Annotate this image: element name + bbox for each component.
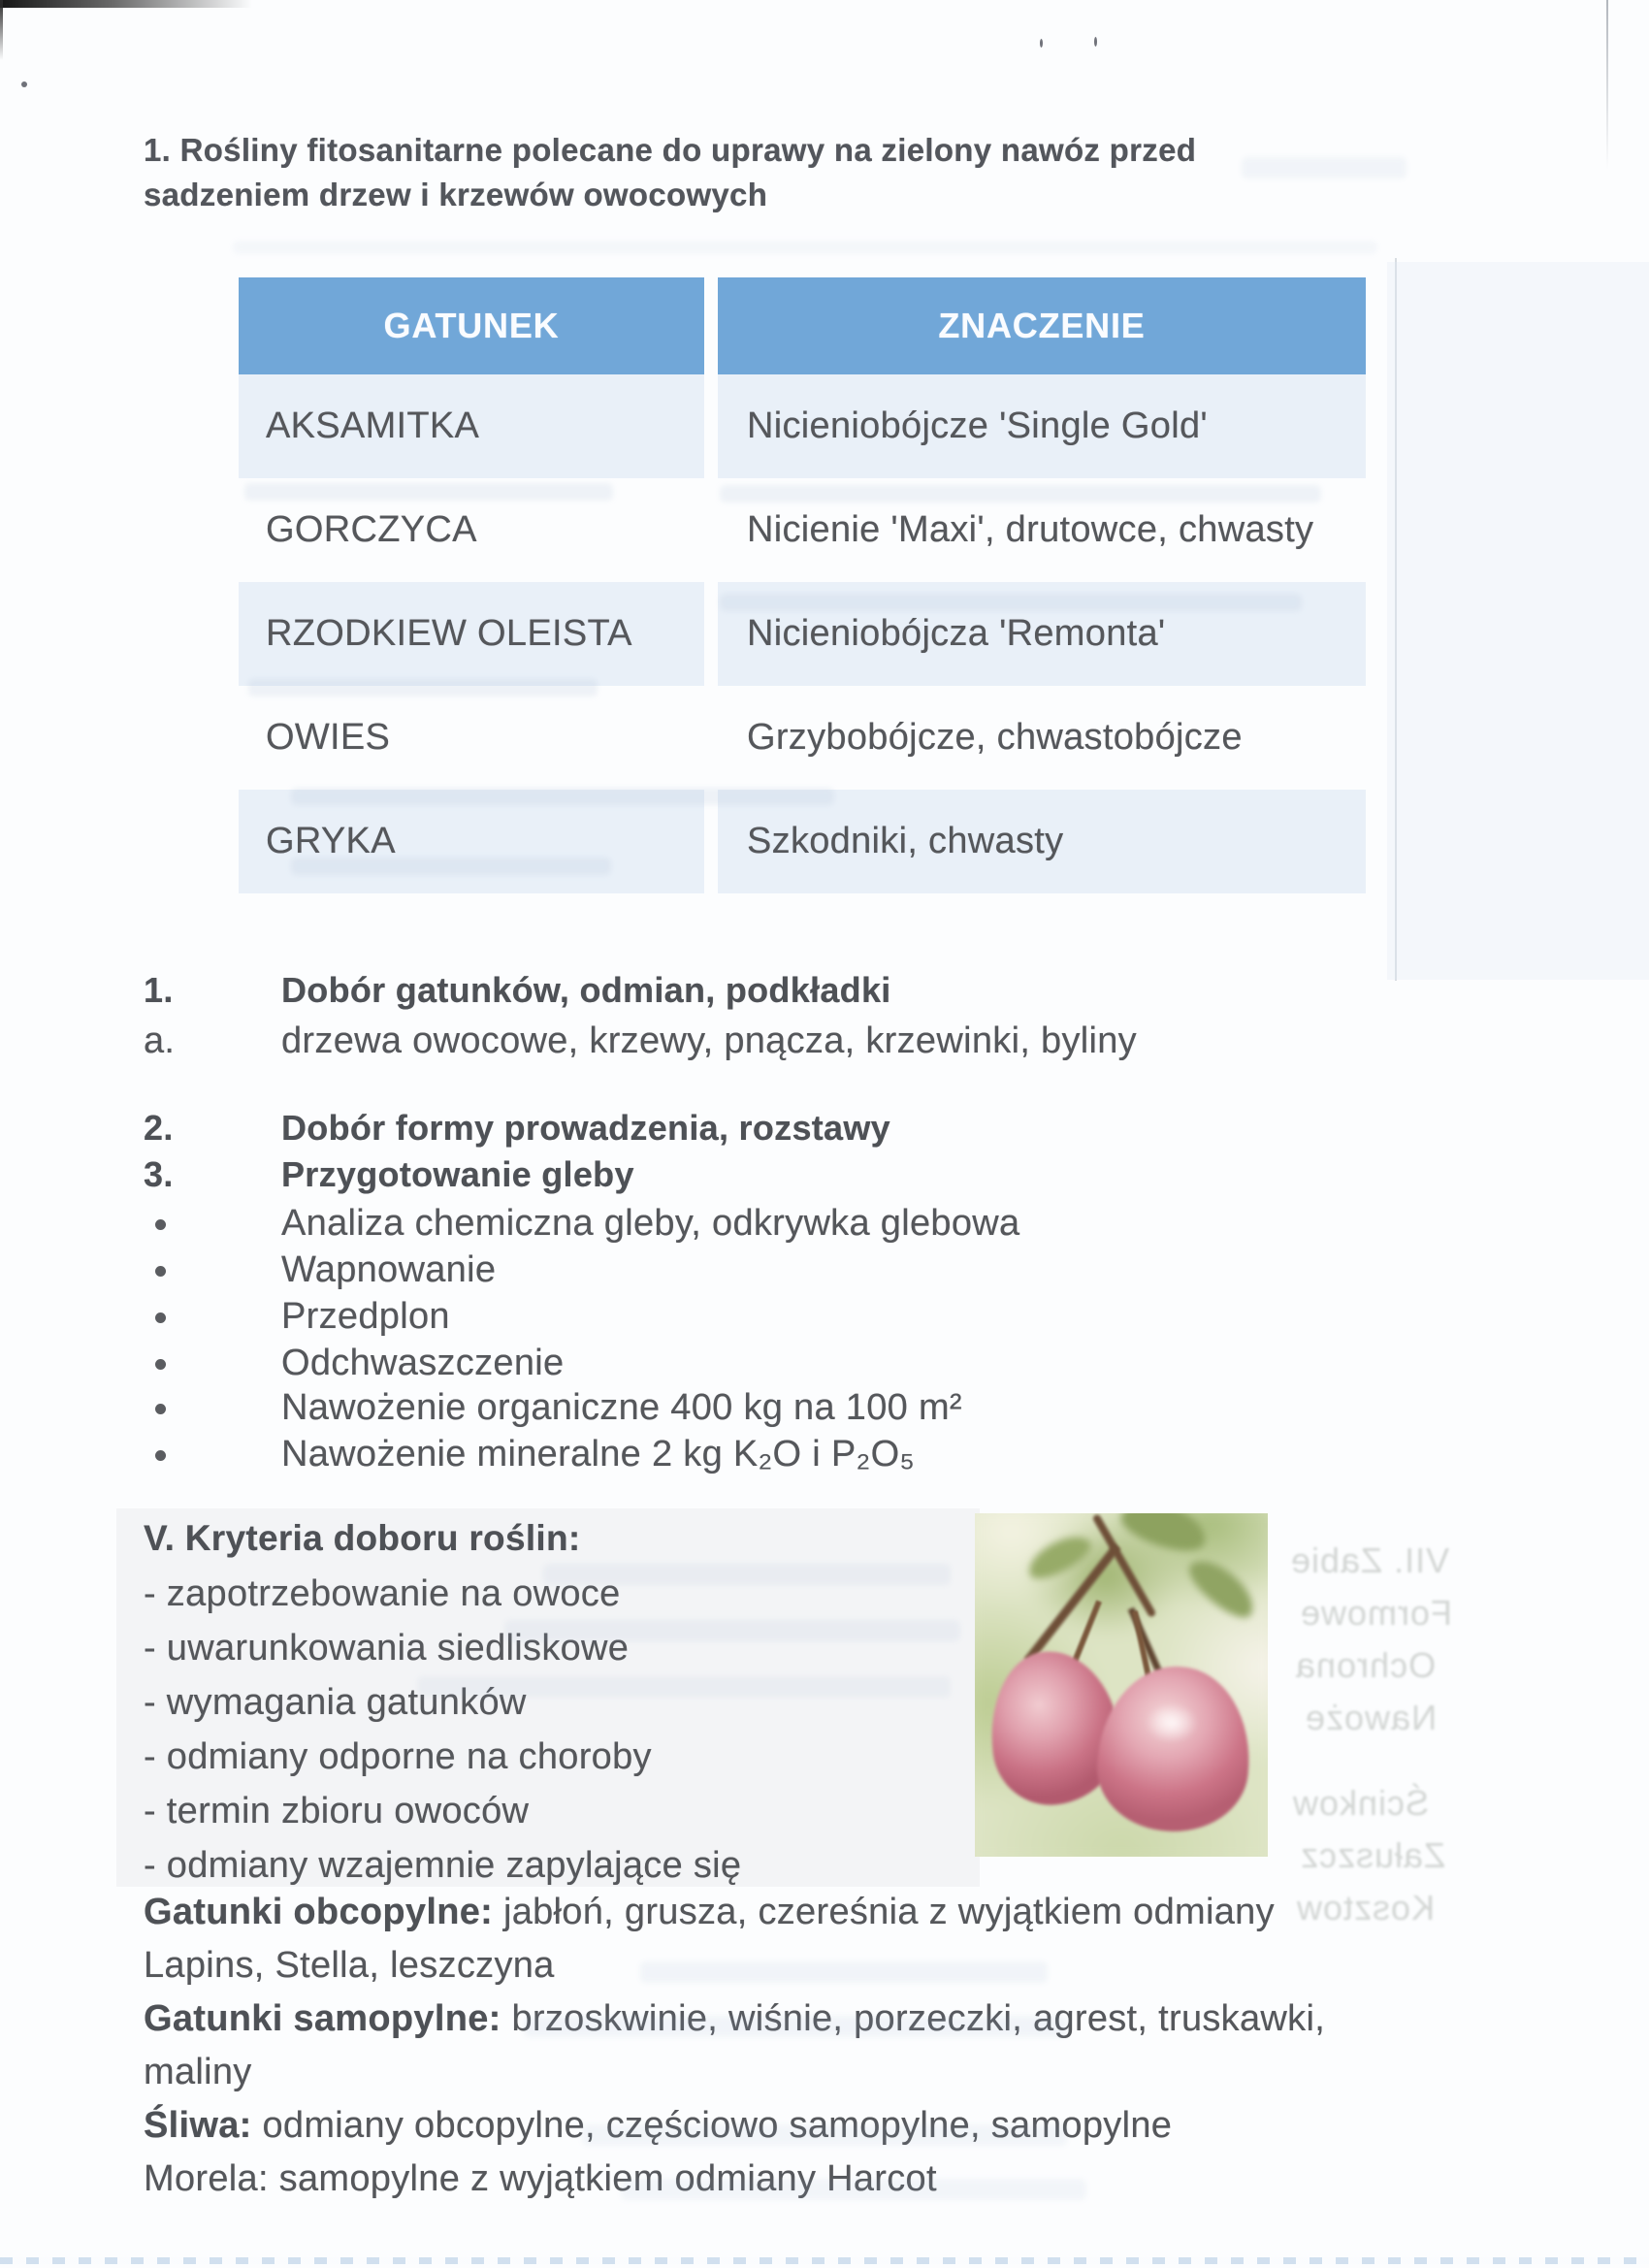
pollination-text: odmiany obcopylne, częściowo samopylne, samopylne (251, 2105, 1173, 2146)
cell-species: RZODKIEW OLEISTA (239, 582, 704, 686)
bullet-text: Wapnowanie (281, 1249, 497, 1290)
ghost-showthrough-text: Ścinkow (1292, 1783, 1430, 1823)
cell-meaning: Grzybobójcze, chwastobójcze (747, 717, 1243, 758)
pollination-label: Gatunki obcopylne: (144, 1892, 494, 1932)
list-marker: 3. (144, 1154, 174, 1194)
table-row (239, 686, 1366, 790)
list-item-text: Przygotowanie gleby (281, 1154, 634, 1194)
ghost-showthrough (621, 2179, 1086, 2200)
cell-meaning: Nicieniobójcza 'Remonta' (718, 582, 1366, 686)
ghost-showthrough (640, 1961, 1048, 1983)
scan-speck (21, 81, 27, 87)
cell-meaning: Nicieniobójcze 'Single Gold' (718, 374, 1366, 478)
criteria-heading: V. Kryteria doboru roślin: (144, 1518, 581, 1558)
page-title: 1. Rośliny fitosanitarne polecane do uprawy na zielony nawóz przed sadzeniem drzew i krzewów owocowych (144, 132, 1197, 212)
pollination-label: Gatunki samopylne: (144, 1998, 501, 2039)
ghost-showthrough-text: Załuszcz (1300, 1835, 1446, 1875)
bullet-item (144, 1343, 564, 1384)
list-item (144, 1154, 634, 1195)
cell-species: AKSAMITKA (239, 374, 704, 478)
ghost-showthrough (1242, 157, 1406, 178)
bullet-item (144, 1296, 450, 1338)
bullet-icon (155, 1219, 166, 1230)
pollination-label: Morela: (144, 2158, 269, 2199)
scan-smudge-top-edge (0, 0, 252, 8)
table-header-row (239, 277, 1366, 374)
cell-meaning: Szkodniki, chwasty (718, 790, 1366, 893)
ghost-showthrough-text: Formowe (1300, 1593, 1453, 1633)
bullet-item (144, 1249, 496, 1291)
ghost-showthrough (543, 1564, 951, 1585)
criteria-item: - uwarunkowania siedliskowe (144, 1628, 630, 1669)
bullet-text: Nawożenie organiczne 400 kg na 100 m² (281, 1387, 962, 1428)
criteria-item: - zapotrzebowanie na owoce (144, 1573, 621, 1614)
list-item (144, 1021, 1137, 1062)
scan-edge-left (0, 0, 3, 60)
ghost-showthrough (233, 241, 1377, 254)
ghost-showthrough (244, 483, 613, 501)
ghost-showthrough (417, 1676, 951, 1698)
table-row (239, 790, 1366, 893)
pollination-text: maliny (144, 2052, 252, 2092)
bullet-icon (155, 1404, 166, 1414)
bullet-text: Odchwaszczenie (281, 1343, 565, 1383)
cell-meaning: Nicienie 'Maxi', drutowce, chwasty (747, 509, 1314, 550)
cell-species: OWIES (266, 717, 391, 758)
bullet-text: Analiza chemiczna gleby, odkrywka glebowa (281, 1203, 1020, 1244)
ghost-table-border-line (1395, 258, 1397, 981)
ghost-showthrough (720, 594, 1302, 611)
bullet-text: Przedplon (281, 1296, 450, 1337)
scan-strip-bottom-edge (0, 2257, 1649, 2264)
scan-line-top-right (1606, 0, 1608, 170)
criteria-item: - termin zbioru owoców (144, 1791, 530, 1831)
bullet-item (144, 1203, 1019, 1245)
criteria-item: - odmiany wzajemnie zapylające się (144, 1845, 742, 1886)
cell-species: GRYKA (239, 790, 704, 893)
pollination-line (144, 1892, 1434, 1933)
pollination-text: brzoskwinie, wiśnie, porzeczki, agrest, truskawki, (501, 1998, 1326, 2039)
table-header-znaczenie: ZNACZENIE (718, 277, 1366, 374)
bullet-icon (155, 1266, 166, 1277)
bullet-icon (155, 1450, 166, 1461)
pear-highlight (1146, 1703, 1198, 1742)
ghost-showthrough (248, 679, 598, 697)
ghost-showthrough (524, 2016, 1067, 2037)
table-header-gatunek: GATUNEK (239, 277, 704, 374)
page-tint (1387, 262, 1649, 980)
cell-species: GORCZYCA (266, 509, 477, 550)
criteria-item: - odmiany odporne na choroby (144, 1736, 652, 1777)
pollination-label: Śliwa: (144, 2105, 252, 2146)
list-item-text: Dobór formy prowadzenia, rozstawy (281, 1108, 890, 1148)
list-item (144, 970, 891, 1011)
ghost-showthrough (504, 1620, 960, 1641)
bullet-icon (155, 1359, 166, 1370)
pollination-text: Lapins, Stella, leszczyna (144, 1945, 555, 1986)
ghost-showthrough-text: Kosztow (1296, 1888, 1436, 1928)
bullet-item (144, 1434, 915, 1475)
ghost-showthrough (291, 858, 611, 875)
bullet-item (144, 1387, 962, 1429)
ghost-showthrough (582, 2124, 1067, 2146)
scan-speck (1040, 39, 1043, 48)
list-marker: 1. (144, 970, 174, 1010)
pollination-text: jabłoń, grusza, czereśnia z wyjątkiem odmiany (493, 1892, 1275, 1932)
list-item-text: Dobór gatunków, odmian, podkładki (281, 970, 891, 1010)
ghost-showthrough-text: Nawoże (1305, 1698, 1438, 1737)
list-marker: 2. (144, 1108, 174, 1148)
list-marker: a. (144, 1021, 176, 1061)
table-row (239, 374, 1366, 478)
ghost-showthrough-text: Ochrona (1295, 1645, 1437, 1685)
list-item (144, 1108, 890, 1149)
pollination-text: samopylne z wyjątkiem odmiany Harcot (268, 2158, 937, 2199)
criteria-item: - wymagania gatunków (144, 1682, 527, 1723)
bullet-text: Nawożenie mineralne 2 kg K₂O i P₂O₅ (281, 1434, 916, 1474)
scan-speck (1094, 37, 1097, 47)
ghost-showthrough (720, 485, 1321, 502)
bullet-icon (155, 1312, 166, 1323)
ghost-showthrough-text: VII. Zabie (1290, 1540, 1450, 1580)
pollination-line (144, 2052, 1434, 2093)
pears-photo (975, 1513, 1268, 1857)
list-item-text: drzewa owocowe, krzewy, pnącza, krzewinki, byliny (281, 1021, 1137, 1061)
ghost-showthrough (291, 788, 834, 805)
